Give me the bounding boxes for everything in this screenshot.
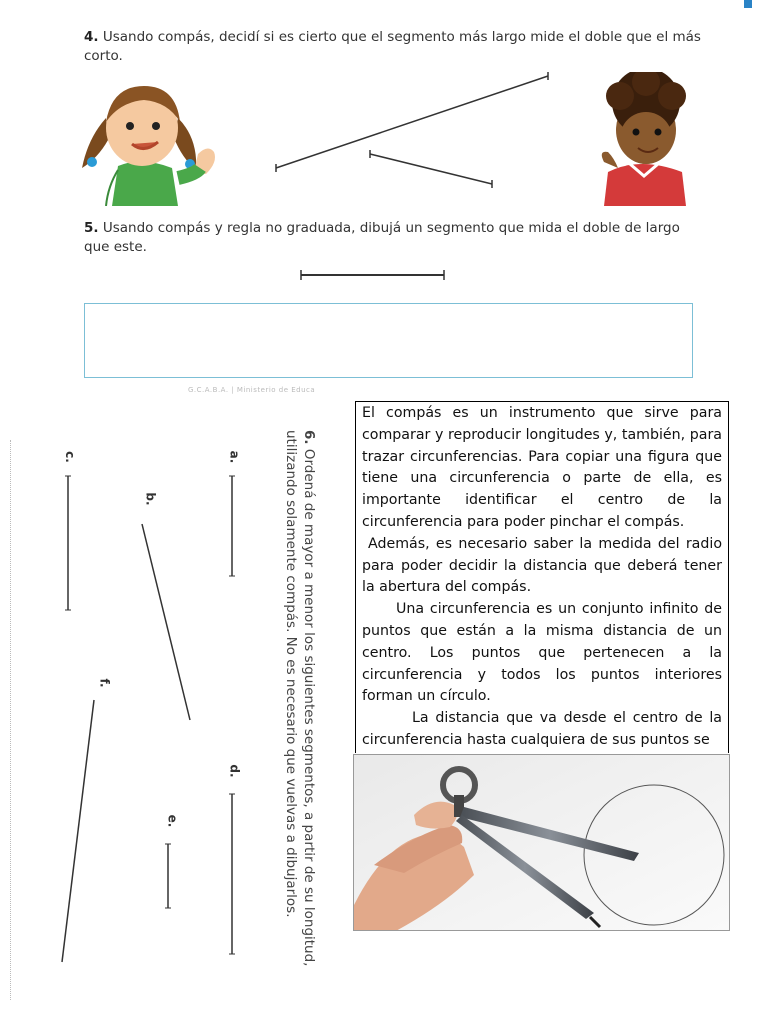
compass-photo: [353, 754, 730, 931]
page-edge: [10, 440, 11, 1000]
answer-box[interactable]: [84, 303, 693, 378]
exercise-6-segments: [50, 440, 250, 970]
segment-label-c: c.: [62, 451, 77, 463]
boy-illustration: [600, 72, 690, 206]
exercise-6-text: Ordená de mayor a menor los siguientes segmentos, a partir de su longitud, utilizando solamente compás. No es necesario que vuelvas a dibujarlos.: [283, 430, 317, 967]
segment-label-f: f.: [97, 678, 112, 688]
info-paragraph-2: Además, es necesario saber la medida del radio para poder decidir la distancia que deberá tener la abertura del compás.: [362, 535, 722, 596]
info-paragraph-1: El compás es un instrumento que sirve para comparar y reproducir longitudes y, también, para trazar circunferencias. Para copiar una figura que tiene una circunferencia o parte de ella, es importante identificar el centro de la circunferencia para poder pinchar el compás.: [362, 405, 722, 530]
info-text-box: [355, 401, 729, 753]
segment-f: [62, 700, 94, 962]
info-paragraph-4: La distancia que va desde el centro de la circunferencia hasta cualquiera de sus puntos se: [362, 710, 722, 748]
segment-label-e: e.: [165, 814, 180, 828]
corner-accent-mark: [744, 0, 752, 8]
segment-label-b: b.: [143, 492, 158, 506]
exercise-4-segments: [270, 70, 555, 190]
exercise-6-text-block: [282, 430, 318, 1010]
girl-illustration: [78, 78, 223, 206]
info-paragraph-3: Una circunferencia es un conjunto infinito de puntos que están a la misma distancia de un centro. Los puntos que pertenecen a la circunferencia y todos los puntos interiores forman un círculo.: [362, 601, 722, 705]
exercise-4: [84, 28, 704, 66]
exercise-6-number: 6.: [301, 430, 317, 445]
exercise-5-number: 5.: [84, 220, 99, 236]
footer-note: G.C.A.B.A. | Ministerio de Educa: [188, 386, 316, 394]
segment-b: [142, 524, 190, 720]
exercise-5-text: Usando compás y regla no graduada, dibujá un segmento que mida el doble de largo que este.: [84, 220, 680, 255]
exercise-5: [84, 219, 704, 257]
exercise-5-segment: [298, 268, 448, 282]
segment-label-a: a.: [227, 450, 242, 464]
exercise-4-text: Usando compás, decidí si es cierto que el segmento más largo mide el doble que el más corto.: [84, 29, 701, 64]
compass-drawing: [354, 755, 730, 931]
exercise-4-number: 4.: [84, 29, 99, 45]
segment-label-d: d.: [227, 764, 242, 778]
